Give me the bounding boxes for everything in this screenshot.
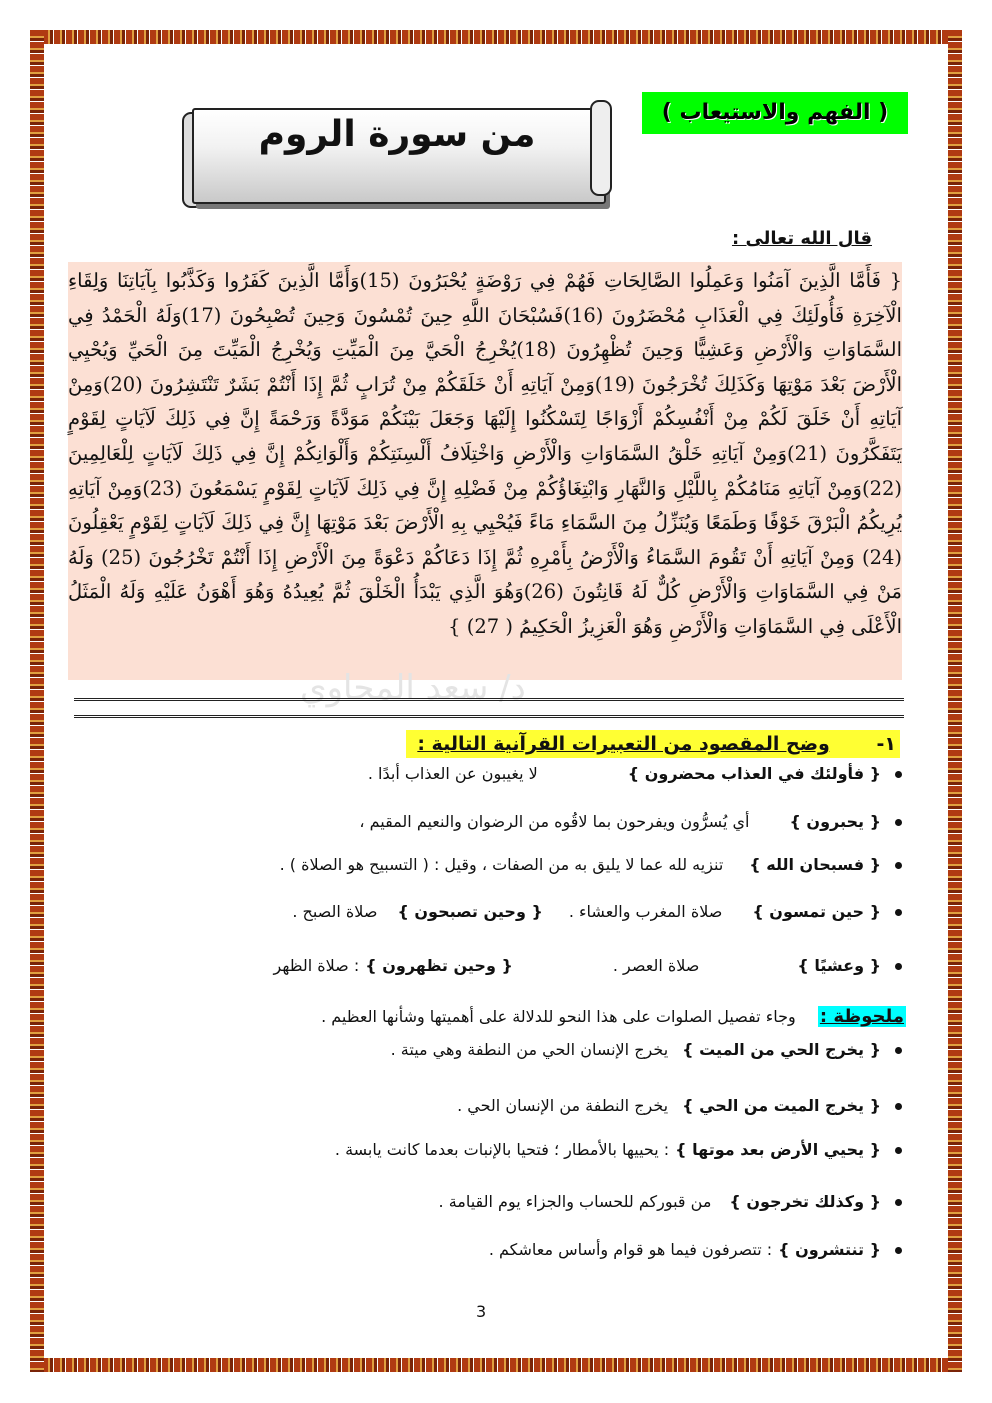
bullet-icon [895, 1199, 902, 1206]
bullet-icon [895, 1147, 902, 1154]
note-text: وجاء تفصيل الصلوات على هذا النحو للدلالة على أهميتها وشأنها العظيم . [321, 1007, 796, 1026]
bullet-icon [895, 1047, 902, 1054]
item-meaning: صلاة العصر . [612, 956, 700, 975]
question-text: وضح المقصود من التعبيرات القرآنية التالية : [417, 733, 830, 755]
list-item [359, 812, 902, 831]
list-item [274, 956, 902, 975]
decorative-border-right [948, 30, 962, 1372]
item-meaning: لا يغيبون عن العذاب أبدًا . [367, 764, 538, 783]
decorative-border-left [30, 30, 44, 1372]
item-term: { تنتشرون } [778, 1240, 881, 1259]
bullet-icon [895, 862, 902, 869]
quran-verses-block: { فَأَمَّا الَّذِينَ آمَنُوا وَعَمِلُوا الصَّالِحَاتِ فَهُمْ فِي رَوْضَةٍ يُحْبَرُونَ (15)وَأَمَّا الَّذِينَ كَفَرُوا وَكَذَّبُوا بِآيَاتِنَا وَلِقَاءِ الْآخِرَةِ فَأُولَئِكَ فِي الْعَذَابِ مُحْضَرُونَ (16)فَسُبْحَانَ اللَّهِ حِينَ تُمْسُونَ وَحِينَ تُصْبِحُونَ (17)وَلَهُ الْحَمْدُ فِي السَّمَاوَاتِ وَالْأَرْضِ وَعَشِيًّا وَحِينَ تُظْهِرُونَ (18)يُخْرِجُ الْحَيَّ مِنَ الْمَيِّتِ وَيُخْرِجُ الْمَيِّتَ مِنَ الْحَيِّ وَيُحْيِي الْأَرْضَ بَعْدَ مَوْتِهَا وَكَذَلِكَ تُخْرَجُونَ (19)وَمِنْ آيَاتِهِ أَنْ خَلَقَكُمْ مِنْ تُرَابٍ ثُمَّ إِذَا أَنْتُمْ بَشَرٌ تَنْتَشِرُونَ (20)وَمِنْ آيَاتِهِ أَنْ خَلَقَ لَكُمْ مِنْ أَنْفُسِكُمْ أَزْوَاجًا لِتَسْكُنُوا إِلَيْهَا وَجَعَلَ بَيْنَكُمْ مَوَدَّةً وَرَحْمَةً إِنَّ فِي ذَلِكَ لَآيَاتٍ لِقَوْمٍ يَتَفَكَّرُونَ (21)وَمِنْ آيَاتِهِ خَلْقُ السَّمَاوَاتِ وَالْأَرْضِ وَاخْتِلَافُ أَلْسِنَتِكُمْ وَأَلْوَانِكُمْ إِنَّ فِي ذَلِكَ لَآيَاتٍ لِلْعَالِمِينَ (22)وَمِنْ آيَاتِهِ مَنَامُكُمْ بِاللَّيْلِ وَالنَّهَارِ وَابْتِغَاؤُكُمْ مِنْ فَضْلِهِ إِنَّ فِي ذَلِكَ لَآيَاتٍ لِقَوْمٍ يَسْمَعُونَ (23)وَمِنْ آيَاتِهِ يُرِيكُمُ الْبَرْقَ خَوْفًا وَطَمَعًا وَيُنَزِّلُ مِنَ السَّمَاءِ مَاءً فَيُحْيِي بِهِ الْأَرْضَ بَعْدَ مَوْتِهَا إِنَّ فِي ذَلِكَ لَآيَاتٍ لِقَوْمٍ يَعْقِلُونَ (24) وَمِنْ آيَاتِهِ أَنْ تَقُومَ السَّمَاءُ وَالْأَرْضُ بِأَمْرِهِ ثُمَّ إِذَا دَعَاكُمْ دَعْوَةً مِنَ الْأَرْضِ إِذَا أَنْتُمْ تَخْرُجُونَ (25) وَلَهُ مَنْ فِي السَّمَاوَاتِ وَالْأَرْضِ كُلٌّ لَهُ قَانِتُونَ (26)وَهُوَ الَّذِي يَبْدَأُ الْخَلْقَ ثُمَّ يُعِيدُهُ وَهُوَ أَهْوَنُ عَلَيْهِ وَلَهُ الْمَثَلُ الْأَعْلَى فِي السَّمَاوَاتِ وَالْأَرْضِ وَهُوَ الْعَزِيزُ الْحَكِيمُ ( 27) } [68, 262, 902, 680]
item-term-2: { وحين تصبحون } [397, 902, 543, 921]
bullet-icon [895, 909, 902, 916]
item-term: { وكذلك تخرجون } [729, 1192, 881, 1211]
list-item [368, 764, 902, 783]
item-term: { حين تمسون } [752, 902, 881, 921]
bullet-icon [895, 1247, 902, 1254]
item-meaning: تنزيه لله عما لا يليق به من الصفات ، وقيل : ( التسبيح هو الصلاة ) . [279, 855, 724, 874]
section-divider [74, 698, 904, 718]
bullet-icon [895, 771, 902, 778]
intro-heading: قال الله تعالى : [731, 228, 872, 249]
list-item [457, 1096, 902, 1115]
question-number: ١- [876, 733, 896, 755]
note-label: ملحوظة : [819, 1006, 904, 1027]
section-badge: ( الفهم والاستيعاب ) [642, 92, 908, 134]
note-line [321, 1006, 906, 1027]
item-meaning: من قبوركم للحساب والجزاء يوم القيامة . [438, 1192, 712, 1211]
item-term: { وعشيًا } [797, 956, 881, 975]
list-item [489, 1240, 902, 1259]
question-heading [406, 730, 900, 758]
item-meaning: أي يُسرُّون ويفرحون بما لاقُوه من الرضوان والنعيم المقيم ، [359, 812, 750, 831]
item-term: { يحبرون } [789, 812, 881, 831]
item-term: { فسبحان الله } [749, 855, 881, 874]
bullet-icon [895, 819, 902, 826]
decorative-border-top [30, 30, 962, 44]
list-item [391, 1040, 902, 1059]
surah-title: من سورة الروم [258, 114, 536, 155]
page-number: 3 [476, 1302, 487, 1321]
list-item [439, 1192, 902, 1211]
item-meaning: يخرج النطفة من الإنسان الحي . [457, 1096, 669, 1115]
bullet-icon [895, 1103, 902, 1110]
author-watermark: د/ سعد المحاوي [300, 668, 526, 708]
scroll-curl-right [590, 100, 612, 196]
item-term: { يحيي الأرض بعد موتها } [675, 1140, 881, 1159]
decorative-border-bottom [30, 1358, 962, 1372]
item-term: { فأولئك في العذاب محضرون } [627, 764, 881, 783]
item-term: { يخرج الحي من الميت } [682, 1040, 881, 1059]
item-meaning: صلاة المغرب والعشاء . [568, 902, 723, 921]
list-item [335, 1140, 902, 1159]
item-meaning: : يحييها بالأمطار ؛ فتحيا بالإنبات بعدما كانت يابسة . [334, 1140, 670, 1159]
item-meaning: يخرج الإنسان الحي من النطفة وهي ميتة . [390, 1040, 669, 1059]
item-meaning-2: : صلاة الظهر [273, 956, 360, 975]
item-meaning: : تتصرفون فيما هو قوام وأساس معاشكم . [488, 1240, 773, 1259]
list-item [280, 855, 902, 874]
item-term: { يخرج الميت من الحي } [682, 1096, 881, 1115]
item-meaning-2: صلاة الصبح . [292, 902, 378, 921]
list-item [292, 902, 902, 921]
title-scroll-banner [182, 100, 612, 208]
item-term-2: { وحين تظهرون } [365, 956, 513, 975]
bullet-icon [895, 963, 902, 970]
